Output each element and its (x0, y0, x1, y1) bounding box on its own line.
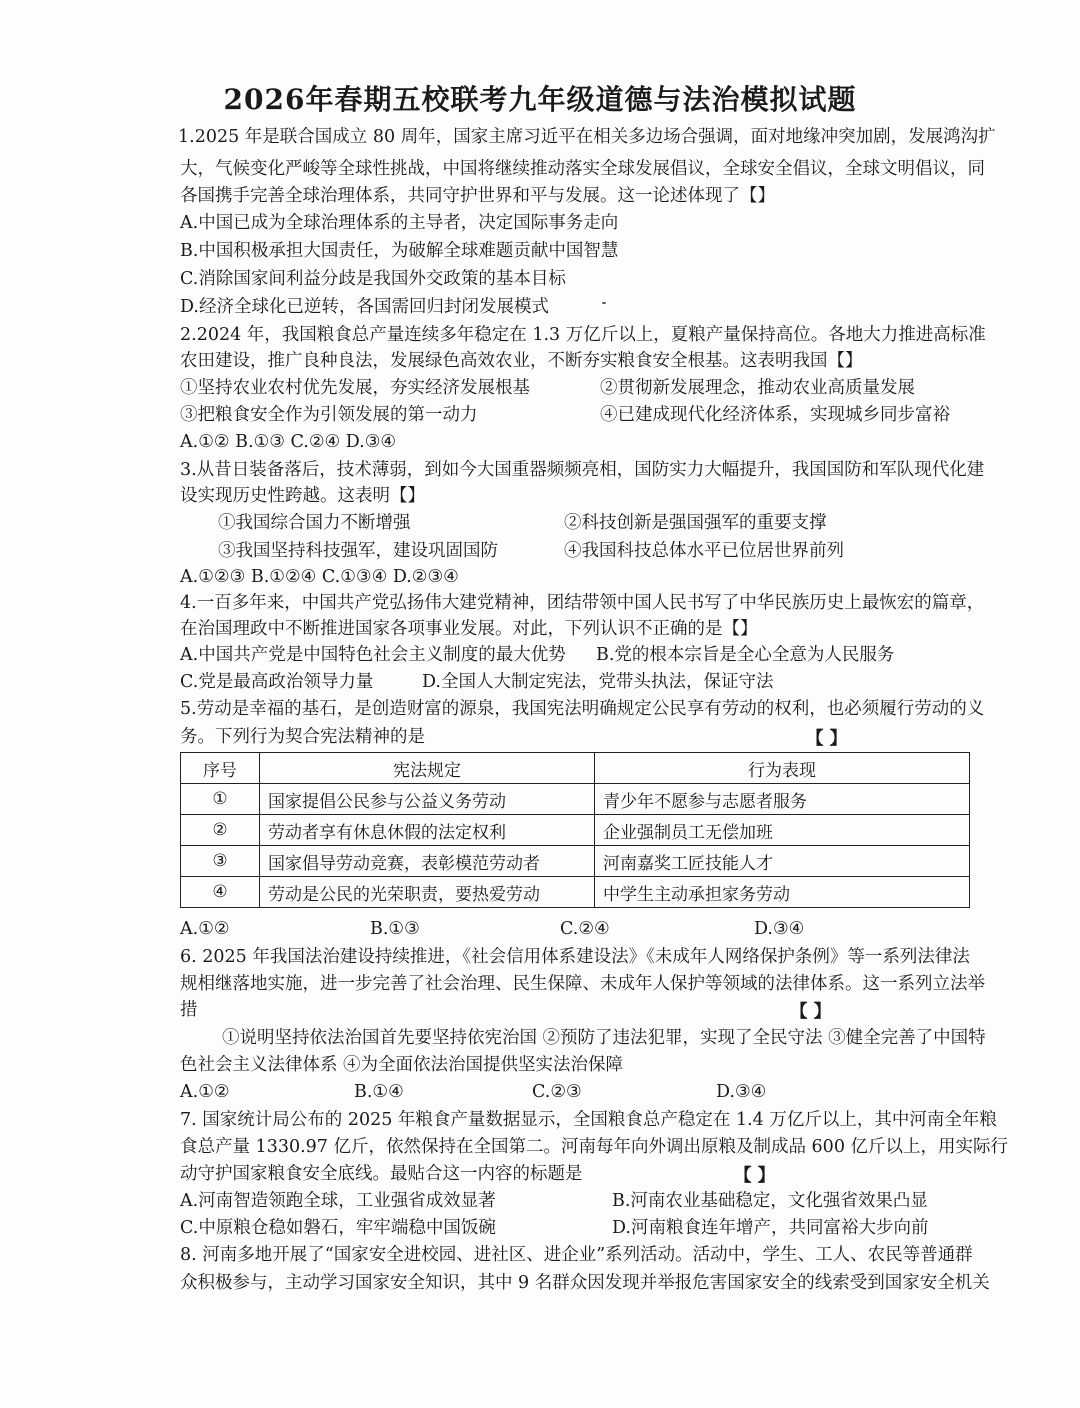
q4-option-d: D.全国人大制定宪法，党带头执法，保证守法 (422, 672, 774, 692)
q5-answer-d: D.③④ (754, 919, 805, 939)
table-cell: 国家倡导劳动竞赛，表彰模范劳动者 (260, 846, 595, 877)
table-cell: ② (181, 815, 260, 846)
table-cell: 国家提倡公民参与公益义务劳动 (260, 784, 595, 815)
table-row (181, 815, 970, 846)
q6-answer-b: B.①④ (354, 1082, 404, 1102)
q2-item-1: ①坚持农业农村优先发展，夯实经济发展根基 (180, 378, 530, 398)
q6-line-5: 色社会主义法律体系 ④为全面依法治国提供坚实法治保障 (180, 1055, 624, 1075)
q6-answer-d: D.③④ (716, 1082, 767, 1102)
q7-option-b: B.河南农业基础稳定，文化强省效果凸显 (612, 1191, 928, 1211)
q7-option-c: C.中原粮仓稳如磐石，牢牢端稳中国饭碗 (180, 1218, 496, 1238)
table-cell: ④ (181, 877, 260, 908)
q5-answer-bracket: 【 】 (806, 729, 848, 749)
q8-line-1: 8. 河南多地开展了“国家安全进校园、进社区、进企业”系列活动。活动中，学生、工人、农民等普通群 (180, 1245, 973, 1265)
q5-answer-b: B.①③ (370, 919, 420, 939)
table-header: 宪法规定 (260, 753, 595, 784)
q7-line-2: 食总产量 1330.97 亿斤，依然保持在全国第二。河南每年向外调出原粮及制成品 600 亿斤以上，用实际行 (180, 1137, 1009, 1157)
q3-item-4: ④我国科技总体水平已位居世界前列 (564, 541, 844, 561)
q3-line-1: 3.从昔日装备落后，技术薄弱，到如今大国重器频频亮相，国防实力大幅提升，我国国防和军队现代化建 (180, 460, 985, 480)
q1-line-3: 各国携手完善全球治理体系，共同守护世界和平与发展。这一论述体现了【】 (180, 186, 775, 206)
q8-line-2: 众积极参与，主动学习国家安全知识，其中 9 名群众因发现并举报危害国家安全的线索受到国家安全机关 (180, 1273, 990, 1293)
q4-option-a: A.中国共产党是中国特色社会主义制度的最大优势 (180, 645, 566, 665)
q6-line-4: ①说明坚持依法治国首先要坚持依宪治国 ②预防了违法犯罪，实现了全民守法 ③健全完善了中国特 (222, 1028, 986, 1048)
table-cell: 青少年不愿参与志愿者服务 (595, 784, 970, 815)
table-header: 行为表现 (595, 753, 970, 784)
q6-answer-bracket: 【 】 (790, 1002, 832, 1022)
table-cell: 劳动是公民的光荣职责，要热爱劳动 (260, 877, 595, 908)
q4-option-c: C.党是最高政治领导力量 (180, 672, 374, 692)
table-header: 序号 (181, 753, 260, 784)
q2-item-2: ②贯彻新发展理念，推动农业高质量发展 (600, 378, 915, 398)
table-row (181, 877, 970, 908)
table-cell: 劳动者享有休息休假的法定权利 (260, 815, 595, 846)
q7-answer-bracket: 【 】 (734, 1166, 776, 1186)
q5-table (180, 752, 970, 908)
q3-item-3: ③我国坚持科技强军，建设巩固国防 (218, 541, 498, 561)
q7-option-d: D.河南粮食连年增产，共同富裕大步向前 (612, 1218, 929, 1238)
table-cell: ① (181, 784, 260, 815)
q6-line-1: 6. 2025 年我国法治建设持续推进，《社会信用体系建设法》《未成年人网络保护条例》等一系列法律法 (180, 947, 970, 967)
q4-line-1: 4.一百多年来，中国共产党弘扬伟大建党精神，团结带领中国人民书写了中华民族历史上最恢宏的篇章， (180, 593, 985, 613)
q7-line-1: 7. 国家统计局公布的 2025 年粮食产量数据显示，全国粮食总产稳定在 1.4 万亿斤以上，其中河南全年粮 (180, 1110, 997, 1130)
scan-speck (602, 302, 606, 304)
q2-answers: A.①② B.①③ C.②④ D.③④ (180, 432, 397, 452)
q2-line-1: 2.2024 年，我国粮食总产量连续多年稳定在 1.3 万亿斤以上，夏粮产量保持高位。各地大力推进高标准 (180, 325, 986, 345)
q4-option-b: B.党的根本宗旨是全心全意为人民服务 (596, 645, 895, 665)
q1-option-a: A.中国已成为全球治理体系的主导者，决定国际事务走向 (180, 213, 619, 233)
page-title: 2026年春期五校联考九年级道德与法治模拟试题 (223, 83, 857, 116)
q5-line-2: 务。下列行为契合宪法精神的是 (180, 727, 425, 747)
q3-item-2: ②科技创新是强国强军的重要支撑 (564, 513, 827, 533)
q3-item-1: ①我国综合国力不断增强 (218, 513, 411, 533)
q1-line-1: 1.2025 年是联合国成立 80 周年，国家主席习近平在相关多边场合强调，面对地缘冲突加剧，发展鸿沟扩 (178, 127, 996, 147)
q6-line-2: 规相继落地实施，进一步完善了社会治理、民生保障、未成年人保护等领域的法律体系。这一系列立法举 (180, 974, 985, 994)
q7-option-a: A.河南智造领跑全球，工业强省成效显著 (180, 1191, 496, 1211)
table-cell: 中学生主动承担家务劳动 (595, 877, 970, 908)
q1-option-c: C.消除国家间利益分歧是我国外交政策的基本目标 (180, 269, 566, 289)
q2-item-3: ③把粮食安全作为引领发展的第一动力 (180, 405, 478, 425)
table-header-row (181, 753, 970, 784)
q4-line-2: 在治国理政中不断推进国家各项事业发展。对此，下列认识不正确的是【】 (180, 619, 758, 639)
table-cell: 企业强制员工无偿加班 (595, 815, 970, 846)
q6-answer-a: A.①② (180, 1082, 230, 1102)
q3-answers: A.①②③ B.①②④ C.①③④ D.②③④ (180, 567, 459, 587)
q6-line-3: 措 (180, 1000, 198, 1020)
q6-answer-c: C.②③ (532, 1082, 582, 1102)
q1-option-d: D.经济全球化已逆转，各国需回归封闭发展模式 (180, 297, 549, 317)
table-cell: ③ (181, 846, 260, 877)
table-cell: 河南嘉奖工匠技能人才 (595, 846, 970, 877)
q1-line-2: 大，气候变化严峻等全球性挑战，中国将继续推动落实全球发展倡议，全球安全倡议，全球文明倡议，同 (180, 159, 985, 179)
q5-answer-a: A.①② (180, 919, 230, 939)
q2-item-4: ④已建成现代化经济体系，实现城乡同步富裕 (600, 405, 950, 425)
q7-line-3: 动守护国家粮食安全底线。最贴合这一内容的标题是 (180, 1164, 583, 1184)
q5-line-1: 5.劳动是幸福的基石，是创造财富的源泉，我国宪法明确规定公民享有劳动的权利，也必须履行劳动的义 (180, 699, 985, 719)
q3-line-2: 设实现历史性跨越。这表明【】 (180, 486, 425, 506)
q2-line-2: 农田建设，推广良种良法，发展绿色高效农业，不断夯实粮食安全根基。这表明我国【】 (180, 351, 863, 371)
table-row (181, 784, 970, 815)
q5-answer-c: C.②④ (560, 919, 610, 939)
table-row (181, 846, 970, 877)
q1-option-b: B.中国积极承担大国责任，为破解全球难题贡献中国智慧 (180, 241, 619, 261)
